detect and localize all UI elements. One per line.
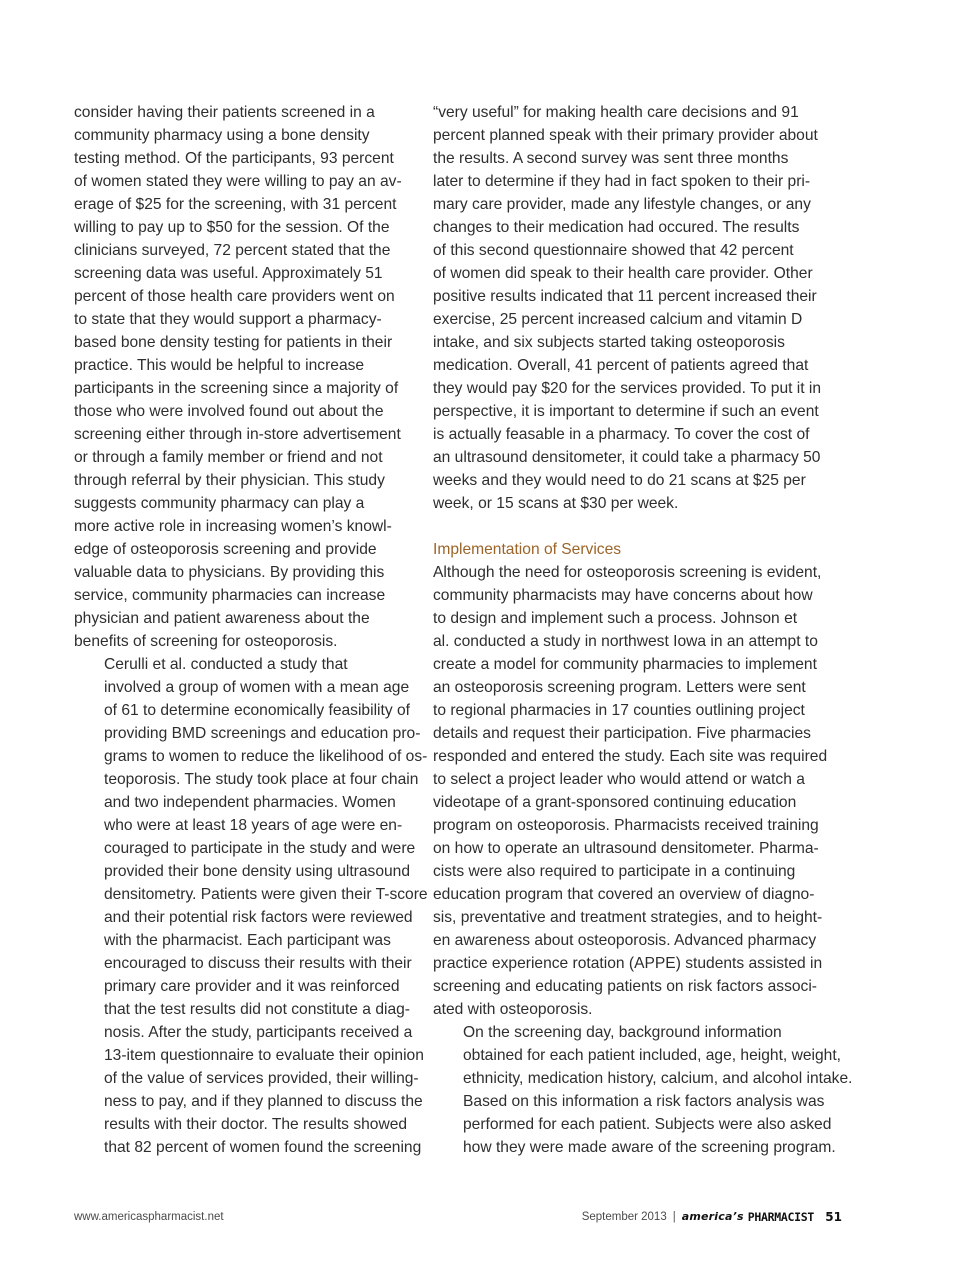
right-paragraph-3 [433,1021,853,1159]
text-line: valuable data to physicians. By providing this [74,564,385,581]
right-paragraph-1 [433,101,845,515]
text-line: of 61 to determine economically feasibility of [104,702,410,719]
text-line: changes to their medication had occured. The results [433,219,800,236]
text-line: with the pharmacist. Each participant was [104,932,391,949]
text-line: perspective, it is important to determine if such an event [433,403,819,420]
text-line: 13-item questionnaire to evaluate their opinion [104,1047,424,1064]
text-line: practice experience rotation (APPE) students assisted in [433,955,823,972]
text-line: ated with osteoporosis. [433,1001,593,1018]
left-paragraph-1 [74,101,414,653]
text-line: through referral by their physician. This study [74,472,385,489]
text-line: couraged to participate in the study and were [104,840,416,857]
page-number: 51 [825,1210,842,1224]
brand-logo-pharmacist: PHARMACIST [747,1210,814,1224]
text-line: Although the need for osteoporosis screening is evident, [433,564,822,581]
text-line: mary care provider, made any lifestyle changes, or any [433,196,811,213]
text-line: responded and entered the study. Each site was required [433,748,828,765]
text-line: cists were also required to participate in a continuing [433,863,796,880]
text-line: weeks and they would need to do 21 scans at $25 per [433,472,806,489]
text-line: nosis. After the study, participants received a [104,1024,413,1041]
text-line: of women stated they were willing to pay an av- [74,173,402,190]
text-line: later to determine if they had in fact spoken to their pri- [433,173,811,190]
text-line: al. conducted a study in northwest Iowa in an attempt to [433,633,818,650]
text-line: participants in the screening since a majority of [74,380,399,397]
text-line: percent planned speak with their primary provider about [433,127,818,144]
brand-logo-americas: america’s [681,1210,744,1223]
text-line: clinicians surveyed, 72 percent stated that the [74,242,391,259]
text-line: program on osteoporosis. Pharmacists received training [433,817,819,834]
text-line: on how to operate an ultrasound densitometer. Pharma- [433,840,819,857]
text-line: an ultrasound densitometer, it could take a pharmacy 50 [433,449,821,466]
text-line: details and request their participation. Five pharmacies [433,725,811,742]
text-line: and two independent pharmacies. Women [104,794,396,811]
text-line: of women did speak to their health care provider. Other [433,265,813,282]
right-paragraph-2 [433,561,845,1021]
text-line: obtained for each patient included, age, height, weight, [463,1047,841,1064]
text-line: en awareness about osteoporosis. Advanced pharmacy [433,932,817,949]
text-line: is actually feasable in a pharmacy. To cover the cost of [433,426,810,443]
text-line: suggests community pharmacy can play a [74,495,365,512]
text-line: practice. This would be helpful to increase [74,357,365,374]
text-line: Based on this information a risk factors analysis was [463,1093,825,1110]
text-line: week, or 15 scans at $30 per week. [433,495,679,512]
text-line: testing method. Of the participants, 93 percent [74,150,394,167]
text-line: more active role in increasing women’s knowl- [74,518,392,535]
text-line: to select a project leader who would attend or watch a [433,771,805,788]
text-line: teoporosis. The study took place at four chain [104,771,419,788]
text-line: that the test results did not constitute a diag- [104,1001,410,1018]
text-line: intake, and six subjects started taking osteoporosis [433,334,785,351]
text-line: based bone density testing for patients in their [74,334,393,351]
text-line: that 82 percent of women found the screening [104,1139,422,1156]
text-line: On the screening day, background information [463,1024,782,1041]
text-line: the results. A second survey was sent three months [433,150,789,167]
text-line: percent of those health care providers went on [74,288,395,305]
section-heading: Implementation of Services [433,541,622,558]
text-line: and their potential risk factors were reviewed [104,909,413,926]
text-line: provided their bone density using ultrasound [104,863,411,880]
text-line: positive results indicated that 11 percent increased their [433,288,817,305]
text-line: sis, preventative and treatment strategies, and to height- [433,909,823,926]
text-line: physician and patient awareness about the [74,610,370,627]
text-line: Cerulli et al. conducted a study that [104,656,348,673]
text-line: to regional pharmacies in 17 counties outlining project [433,702,805,719]
text-line: edge of osteoporosis screening and provide [74,541,377,558]
text-line: education program that covered an overview of diagno- [433,886,815,903]
text-line: create a model for community pharmacies to implement [433,656,817,673]
footer-publication [582,1208,814,1226]
text-line: videotape of a grant-sponsored continuing education [433,794,797,811]
text-line: community pharmacists may have concerns about how [433,587,813,604]
text-line: of this second questionnaire showed that 42 percent [433,242,794,259]
text-line: of the value of services provided, their willing- [104,1070,419,1087]
text-line: community pharmacy using a bone density [74,127,370,144]
text-line: exercise, 25 percent increased calcium and vitamin D [433,311,803,328]
text-line: encouraged to discuss their results with their [104,955,412,972]
text-line: or through a family member or friend and not [74,449,383,466]
left-paragraph-2 [74,653,428,1159]
text-line: they would pay $20 for the services provided. To put it in [433,380,822,397]
text-line: who were at least 18 years of age were en- [104,817,403,834]
text-line: service, community pharmacies can increase [74,587,386,604]
text-line: ethnicity, medication history, calcium, and alcohol intake. [463,1070,853,1087]
text-line: an osteoporosis screening program. Letters were sent [433,679,806,696]
right-column [433,101,853,1159]
footer-date: September 2013 [581,1211,667,1223]
text-line: involved a group of women with a mean age [104,679,410,696]
text-line: “very useful” for making health care decisions and 91 [433,104,799,121]
text-line: screening data was useful. Approximately 51 [74,265,383,282]
text-line: performed for each patient. Subjects were also asked [463,1116,832,1133]
text-line: screening either through in-store advertisement [74,426,401,443]
left-column [74,101,428,1159]
text-line: ness to pay, and if they planned to discuss the [104,1093,423,1110]
text-line: results with their doctor. The results showed [104,1116,408,1133]
text-line: providing BMD screenings and education pro- [104,725,421,742]
text-line: how they were made aware of the screening program. [463,1139,836,1156]
text-line: densitometry. Patients were given their T-score [104,886,428,903]
text-line: those who were involved found out about the [74,403,384,420]
text-line: to state that they would support a pharmacy- [74,311,382,328]
text-line: willing to pay up to $50 for the session. Of the [74,219,390,236]
text-line: screening and educating patients on risk factors associ- [433,978,817,995]
section-gap [433,515,845,538]
footer-separator: | [672,1211,676,1223]
text-line: medication. Overall, 41 percent of patients agreed that [433,357,809,374]
text-line: erage of $25 for the screening, with 31 percent [74,196,397,213]
text-line: primary care provider and it was reinforced [104,978,400,995]
footer-url[interactable]: www.americaspharmacist.net [74,1211,224,1223]
text-line: benefits of screening for osteoporosis. [74,633,338,650]
text-line: consider having their patients screened in a [74,104,375,121]
text-line: grams to women to reduce the likelihood of os- [104,748,428,765]
text-line: to design and implement such a process. Johnson et [433,610,798,627]
